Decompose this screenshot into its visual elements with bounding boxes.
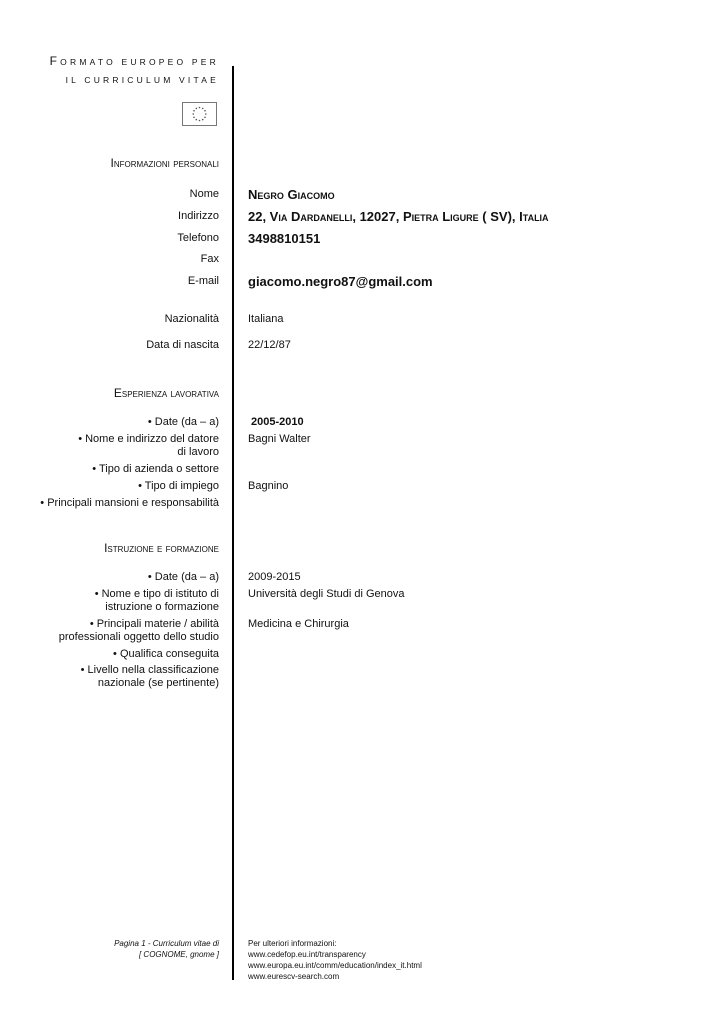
label-nome: Nome: [189, 188, 219, 200]
label-email: E-mail: [187, 275, 219, 287]
section-title-education: Istruzione e formazione: [104, 541, 219, 555]
value-work-date: 2005-2010: [251, 416, 304, 428]
section-title-work: Esperienza lavorativa: [113, 386, 219, 400]
label-edu-level: • Livello nella classificazione nazionale (se pertinente): [80, 664, 219, 689]
cv-title-line2: IL CURRICULUM VITAE: [65, 75, 219, 85]
label-work-date: • Date (da – a): [147, 416, 219, 428]
value-telefono: 3498810151: [248, 231, 321, 246]
label-fax: Fax: [200, 253, 219, 265]
label-edu-institute: • Nome e tipo di istituto di istruzione o formazione: [94, 588, 219, 613]
value-edu-institute: Università degli Studi di Genova: [248, 588, 405, 600]
footer-links: Per ulteriori informazioni: www.cedefop.eu.int/transparency www.europa.eu.int/comm/education/index_it.html www.eurescv-search.com: [248, 939, 422, 981]
value-edu-subjects: Medicina e Chirurgia: [248, 618, 349, 630]
footer-page-info: Pagina 1 - Curriculum vitae di [ COGNOME, gnome ]: [114, 939, 219, 959]
link-cedefop[interactable]: www.cedefop.eu.int/transparency: [248, 950, 366, 959]
label-data-nascita: Data di nascita: [146, 339, 219, 351]
value-data-nascita: 22/12/87: [248, 339, 291, 351]
value-work-employer: Bagni Walter: [248, 433, 311, 445]
value-nome: Negro Giacomo: [248, 187, 335, 202]
label-edu-date: • Date (da – a): [147, 571, 219, 583]
label-edu-subjects: • Principali materie / abilità professionali oggetto dello studio: [58, 618, 219, 643]
value-nazionalita: Italiana: [248, 313, 284, 325]
section-title-personal: Informazioni personali: [110, 156, 219, 170]
value-edu-date: 2009-2015: [248, 571, 301, 583]
value-indirizzo: 22, Via Dardanelli, 12027, Pietra Ligure ( SV), Italia: [248, 209, 549, 224]
eu-stars-icon: [183, 103, 216, 125]
link-eurescv[interactable]: www.eurescv-search.com: [248, 972, 340, 981]
label-work-type: • Tipo di impiego: [138, 480, 219, 492]
value-work-type: Bagnino: [248, 480, 289, 492]
label-work-employer: • Nome e indirizzo del datore di lavoro: [78, 433, 219, 458]
vertical-divider: [232, 66, 234, 980]
label-telefono: Telefono: [177, 232, 219, 244]
label-edu-qualification: • Qualifica conseguita: [113, 648, 219, 660]
eu-flag-icon: [182, 102, 217, 126]
label-work-sector: • Tipo di azienda o settore: [92, 463, 219, 475]
value-email: giacomo.negro87@gmail.com: [248, 274, 433, 289]
link-europa[interactable]: www.europa.eu.int/comm/education/index_it.html: [248, 961, 422, 970]
label-nazionalita: Nazionalità: [164, 313, 219, 325]
cv-title-line1: FORMATO EUROPEO PER: [49, 54, 219, 68]
label-indirizzo: Indirizzo: [178, 210, 219, 222]
label-work-duties: • Principali mansioni e responsabilità: [40, 497, 219, 509]
